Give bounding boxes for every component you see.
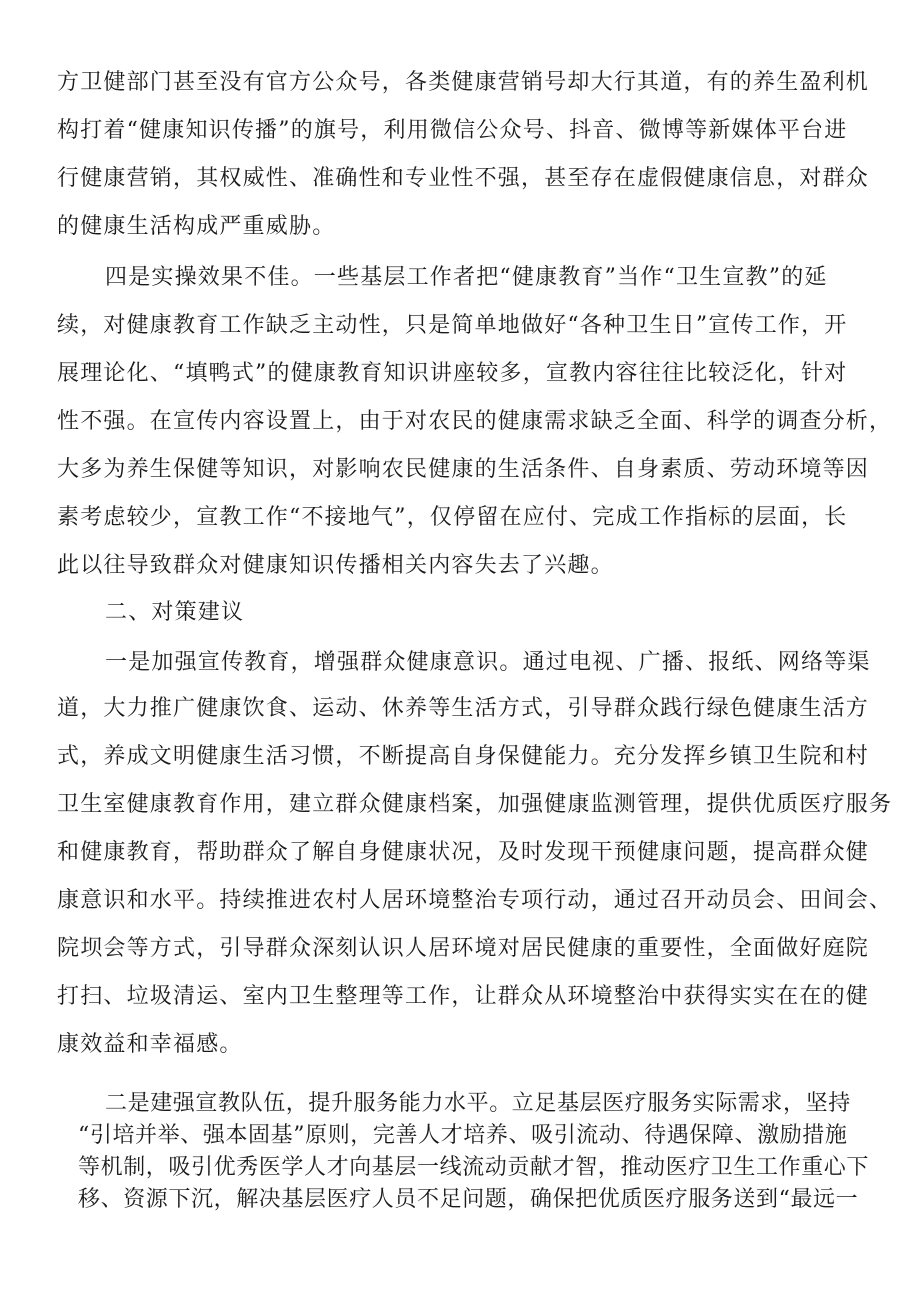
text-line: 康效益和幸福感。	[57, 1032, 243, 1057]
text-line: 大多为养生保健等知识，对影响农民健康的生活条件、自身素质、劳动环境等因	[57, 457, 870, 482]
text-line: 展理论化、“填鸭式”的健康教育知识讲座较多，宣教内容往往比较泛化，针对	[57, 361, 848, 386]
text-line: 素考虑较少，宣教工作“不接地气”，仅停留在应付、完成工作指标的层面，长	[57, 505, 848, 530]
text-line: “引培并举、强本固基”原则，完善人才培养、吸引流动、待遇保障、激励措施	[78, 1123, 848, 1148]
text-line: 和健康教育，帮助群众了解自身健康状况，及时发现干预健康问题，提高群众健	[57, 840, 870, 865]
text-line: 性不强。在宣传内容设置上，由于对农民的健康需求缺乏全面、科学的调查分析，	[57, 409, 893, 434]
text-line: 构打着“健康知识传播”的旗号，利用微信公众号、抖音、微博等新媒体平台进	[57, 118, 848, 143]
text-line: 移、资源下沉，解决基层医疗人员不足问题，确保把优质医疗服务送到“最远一	[78, 1187, 859, 1212]
text-line: 的健康生活构成严重威胁。	[57, 214, 336, 239]
text-line: 四是实操效果不佳。一些基层工作者把“健康教育”当作“卫生宣教”的延	[105, 265, 828, 290]
text-line: 一是加强宣传教育，增强群众健康意识。通过电视、广播、报纸、网络等渠	[105, 650, 871, 675]
text-line: 二是建强宣教队伍，提升服务能力水平。立足基层医疗服务实际需求，坚持	[105, 1091, 851, 1116]
text-line: 卫生室健康教育作用，建立群众健康档案，加强健康监测管理，提供优质医疗服务	[57, 792, 893, 817]
text-line: 方卫健部门甚至没有官方公众号，各类健康营销号却大行其道，有的养生盈利机	[57, 70, 870, 95]
text-line: 道，大力推广健康饮食、运动、休养等生活方式，引导群众践行绿色健康生活方	[57, 696, 870, 721]
text-line: 行健康营销，其权威性、准确性和专业性不强，甚至存在虚假健康信息，对群众	[57, 166, 870, 191]
section-heading: 二、对策建议	[105, 600, 245, 625]
text-line: 打扫、垃圾清运、室内卫生整理等工作，让群众从环境整治中获得实实在在的健	[57, 984, 870, 1009]
text-line: 院坝会等方式，引导群众深刻认识人居环境对居民健康的重要性，全面做好庭院	[57, 936, 870, 961]
text-line: 康意识和水平。持续推进农村人居环境整治专项行动，通过召开动员会、田间会、	[57, 888, 893, 913]
text-line: 续，对健康教育工作缺乏主动性，只是简单地做好“各种卫生日”宣传工作，开	[57, 313, 848, 338]
text-line: 等机制，吸引优秀医学人才向基层一线流动贡献才智，推动医疗卫生工作重心下	[78, 1155, 870, 1180]
text-line: 此以往导致群众对健康知识传播相关内容失去了兴趣。	[57, 553, 614, 578]
text-line: 式，养成文明健康生活习惯，不断提高自身保健能力。充分发挥乡镇卫生院和村	[57, 744, 870, 769]
